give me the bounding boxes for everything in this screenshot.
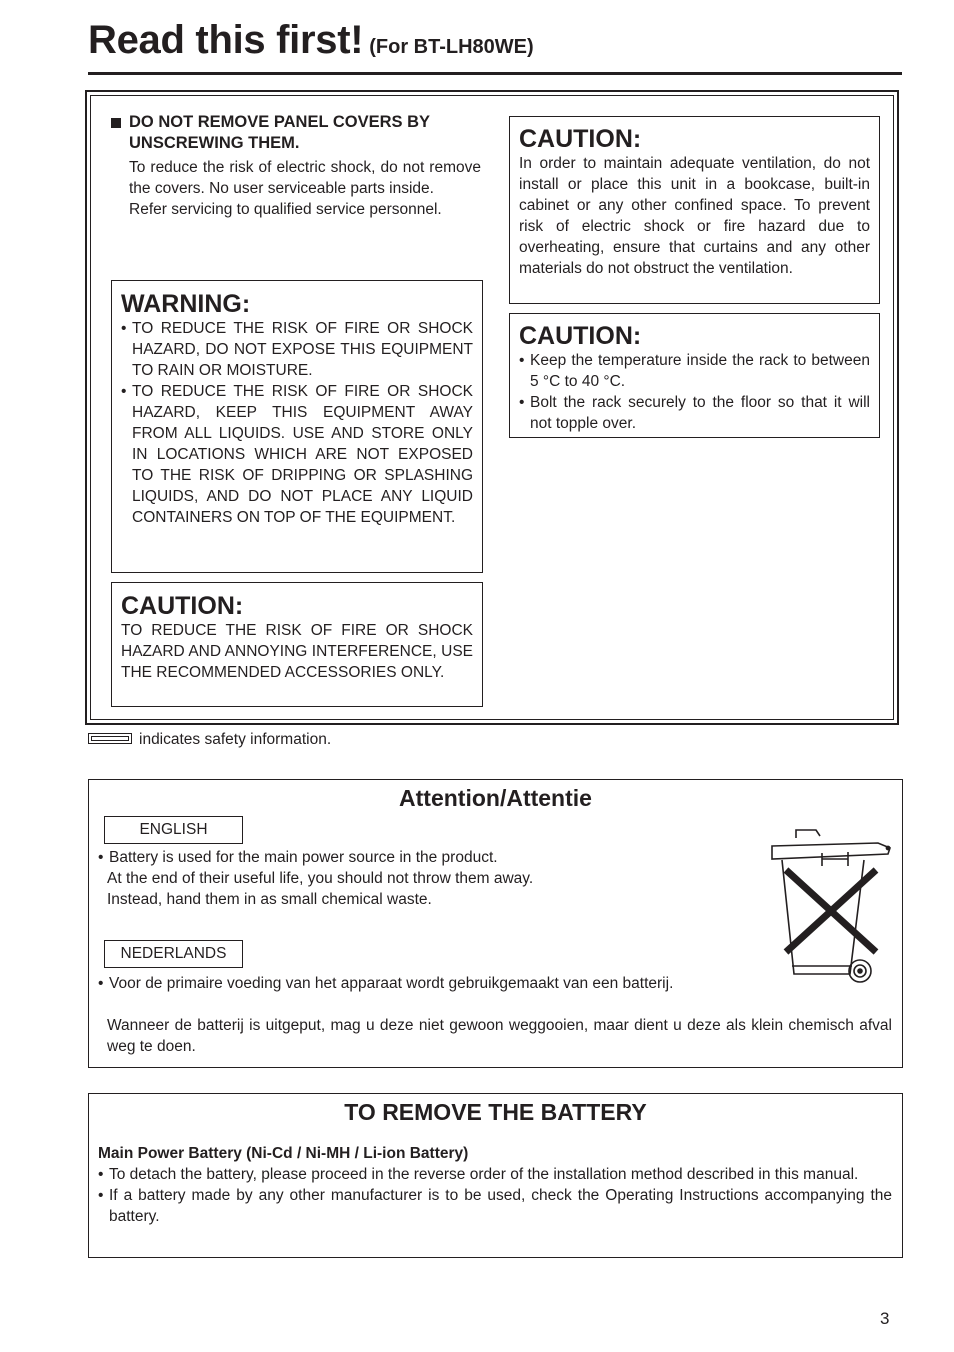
model-text: (For BT-LH80WE) [369, 36, 534, 58]
remove-battery-title: TO REMOVE THE BATTERY [344, 1099, 647, 1125]
page-number: 3 [880, 1309, 890, 1328]
legend-text: indicates safety information. [139, 731, 332, 748]
crossed-out-wheelie-bin-icon [768, 826, 894, 986]
caution-accessories-box [111, 582, 483, 707]
caution-rack-item: • Keep the temperature inside the rack to between 5 °C to 40 °C. [519, 350, 870, 392]
english-line: • Battery is used for the main power source in the product. [98, 847, 618, 868]
do-not-remove-text-2: Refer servicing to qualified service personnel. [129, 201, 442, 218]
battery-item: • To detach the battery, please proceed in the reverse order of the installation method described in this manual. [98, 1164, 892, 1185]
title-rule [88, 72, 902, 75]
do-not-remove-body [129, 157, 481, 220]
do-not-remove-text-1: To reduce the risk of electric shock, do not remove the covers. No user serviceable parts inside. [129, 159, 481, 197]
caution-title: CAUTION: [519, 125, 642, 153]
english-text [98, 847, 618, 910]
caution-accessories-text: TO REDUCE THE RISK OF FIRE OR SHOCK HAZARD AND ANNOYING INTERFERENCE, USE THE RECOMMENDED ACCESSORIES ONLY. [121, 622, 473, 681]
caution-ventilation-box [509, 116, 880, 304]
safety-frame-legend-icon [88, 733, 132, 744]
caution-title: CAUTION: [519, 322, 642, 350]
warning-item: • TO REDUCE THE RISK OF FIRE OR SHOCK HAZARD, DO NOT EXPOSE THIS EQUIPMENT TO RAIN OR MOISTURE. [121, 318, 473, 381]
english-label: ENGLISH [104, 816, 243, 844]
battery-subtitle: Main Power Battery (Ni-Cd / Ni-MH / Li-ion Battery) [98, 1145, 469, 1162]
page-title [88, 18, 534, 63]
attention-title: Attention/Attentie [399, 785, 592, 811]
english-line: Instead, hand them in as small chemical waste. [107, 891, 432, 908]
do-not-remove-heading: DO NOT REMOVE PANEL COVERS BY UNSCREWING THEM. [129, 113, 430, 152]
caution-ventilation-text: In order to maintain adequate ventilation, do not install or place this unit in a bookcase, built-in cabinet or any other confined space. To prevent risk of electric shock or fire hazard due to overheating, ensure that curtains and any other materials do not obstruct the ventilation. [519, 155, 870, 277]
battery-instructions [98, 1164, 892, 1227]
warning-title: WARNING: [121, 290, 251, 318]
dutch-line: Wanneer de batterij is uitgeput, mag u deze niet gewoon weggooien, maar dient u deze als klein chemisch afval weg te doen. [107, 1017, 892, 1055]
dutch-label: NEDERLANDS [104, 940, 243, 968]
english-line: At the end of their useful life, you should not throw them away. [107, 870, 534, 887]
caution-rack-box [509, 313, 880, 438]
warning-box [111, 280, 483, 573]
caution-title: CAUTION: [121, 592, 244, 620]
square-bullet-icon [111, 118, 121, 128]
warning-item: • TO REDUCE THE RISK OF FIRE OR SHOCK HAZARD, KEEP THIS EQUIPMENT AWAY FROM ALL LIQUIDS. USE AND STORE ONLY IN LOCATIONS WHICH ARE NOT EXPOSED TO THE RISK OF DRIPPING OR SPLASHING LIQUIDS, AND DO NOT PLACE ANY LIQUID CONTAINERS ON TOP OF THE EQUIPMENT. [121, 381, 473, 528]
dutch-line: • Voor de primaire voeding van het apparaat wordt gebruikgemaakt van een batterij. [98, 973, 759, 994]
title-text: Read this first! [88, 18, 364, 62]
battery-item: • If a battery made by any other manufacturer is to be used, check the Operating Instructions accompanying the battery. [98, 1185, 892, 1227]
caution-rack-item: • Bolt the rack securely to the floor so that it will not topple over. [519, 392, 870, 434]
